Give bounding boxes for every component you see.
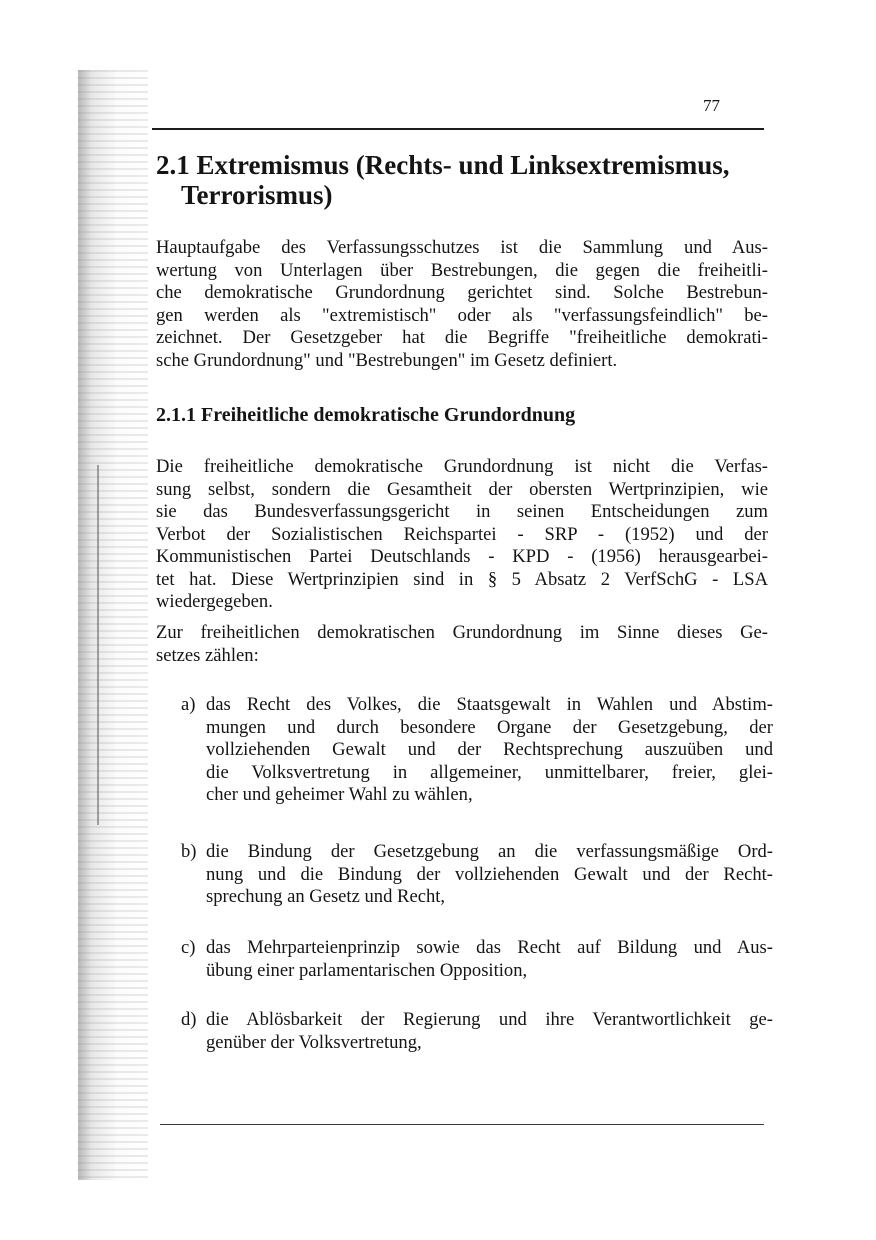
list-item-line: das Mehrparteienprinzip sowie das Recht auf Bildung und Aus-	[206, 937, 773, 958]
list-item-line: nung und die Bindung der vollziehenden Gewalt und der Recht-	[206, 863, 773, 885]
definition-line: Kommunistischen Partei Deutschlands - KPD - (1956) herausgearbei-	[156, 546, 768, 567]
intro-line: zeichnet. Der Gesetzgeber hat die Begriffe "freiheitliche demokrati-	[156, 327, 768, 348]
list-item-line: das Recht des Volkes, die Staatsgewalt in Wahlen und Abstim-	[206, 694, 773, 715]
definition-line: Verbot der Sozialistischen Reichspartei - SRP - (1952) und der	[156, 523, 768, 545]
list-item-line: vollziehenden Gewalt und der Rechtsprechung auszuüben und	[206, 739, 773, 760]
list-item-line: die Volksvertretung in allgemeiner, unmittelbarer, freier, glei-	[206, 761, 773, 783]
definition-line: wiedergegeben.	[156, 591, 273, 612]
intro-line: wertung von Unterlagen über Bestrebungen, die gegen die freiheitli-	[156, 259, 768, 281]
definition-line: sung selbst, sondern die Gesamtheit der obersten Wertprinzipien, wie	[156, 478, 768, 500]
list-intro-paragraph	[156, 622, 768, 667]
list-item-b	[181, 841, 773, 909]
list-item-line: genüber der Volksvertretung,	[206, 1031, 422, 1053]
intro-line: gen werden als "extremistisch" oder als "verfassungsfeindlich" be-	[156, 304, 768, 326]
definition-line: sie das Bundesverfassungsgericht in seinen Entscheidungen zum	[156, 501, 768, 522]
list-item-c	[181, 937, 773, 982]
list-marker: a)	[181, 694, 196, 715]
list-marker: d)	[181, 1009, 197, 1030]
intro-paragraph	[156, 237, 768, 372]
list-item-line: cher und geheimer Wahl zu wählen,	[206, 784, 473, 805]
list-intro-line: Zur freiheitlichen demokratischen Grundordnung im Sinne dieses Ge-	[156, 622, 768, 643]
scan-edge-line	[97, 465, 99, 825]
list-item-line: die Bindung der Gesetzgebung an die verfassungsmäßige Ord-	[206, 841, 773, 862]
definition-paragraph	[156, 456, 768, 614]
list-item-line: sprechung an Gesetz und Recht,	[206, 886, 446, 907]
section-heading-line-1: 2.1 Extremismus (Rechts- und Linksextremismus,	[156, 150, 730, 180]
section-heading-line-2: Terrorismus)	[181, 180, 333, 210]
list-marker: c)	[181, 937, 196, 958]
header-rule	[152, 128, 764, 130]
list-marker: b)	[181, 841, 197, 862]
page-number: 77	[703, 96, 720, 115]
subsection-heading: 2.1.1 Freiheitliche demokratische Grundordnung	[156, 404, 576, 426]
list-item-line: die Ablösbarkeit der Regierung und ihre Verantwortlichkeit ge-	[206, 1009, 773, 1030]
definition-line: Die freiheitliche demokratische Grundordnung ist nicht die Verfas-	[156, 456, 768, 477]
scan-shadow-edge	[78, 70, 148, 1180]
list-item-d	[181, 1009, 773, 1054]
list-item-a	[181, 694, 773, 807]
footer-rule	[160, 1124, 764, 1125]
definition-line: tet hat. Diese Wertprinzipien sind in § 5 Absatz 2 VerfSchG - LSA	[156, 568, 768, 590]
intro-line: sche Grundordnung" und "Bestrebungen" im Gesetz definiert.	[156, 349, 618, 371]
intro-line: che demokratische Grundordnung gerichtet sind. Solche Bestrebun-	[156, 282, 768, 303]
intro-line: Hauptaufgabe des Verfassungsschutzes ist die Sammlung und Aus-	[156, 237, 768, 258]
section-heading	[156, 150, 776, 210]
list-item-line: übung einer parlamentarischen Opposition,	[206, 959, 528, 981]
list-item-line: mungen und durch besondere Organe der Gesetzgebung, der	[206, 716, 773, 738]
list-intro-line: setzes zählen:	[156, 644, 259, 666]
